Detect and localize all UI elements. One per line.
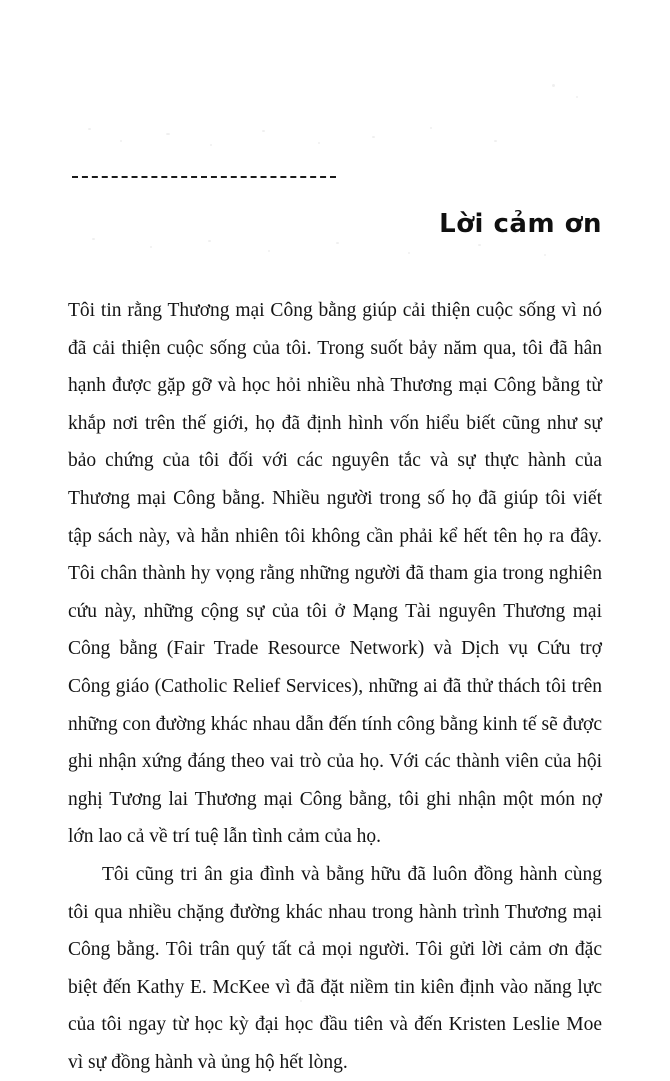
- paragraph: Tôi tin rằng Thương mại Công bằng giúp cải thiện cuộc sống vì nó đã cải thiện cuộc sống của tôi. Trong suốt bảy năm qua, tôi đã hân hạnh được gặp gỡ và học hỏi nhiều nhà Thương mại Công bằng từ khắp nơi trên thế giới, họ đã định hình vốn hiểu biết cũng như sự bảo chứng của tôi đối với các nguyên tắc và sự thực hành của Thương mại Công bằng. Nhiều người trong số họ đã giúp tôi viết tập sách này, và hẳn nhiên tôi không cần phải kể hết tên họ ra đây. Tôi chân thành hy vọng rằng những người đã tham gia trong nghiên cứu này, những cộng sự của tôi ở Mạng Tài nguyên Thương mại Công bằng (Fair Trade Resource Network) và Dịch vụ Cứu trợ Công giáo (Catholic Relief Services), những ai đã thử thách tôi trên những con đường khác nhau dẫn đến tính công bằng kinh tế sẽ được ghi nhận xứng đáng theo vai trò của họ. Với các thành viên của hội nghị Tương lai Thương mại Công bằng, tôi ghi nhận một món nợ lớn lao cả về trí tuệ lẫn tình cảm của họ.: [68, 300, 602, 848]
- dashed-divider-rule: [72, 176, 336, 178]
- paragraph: Tôi cũng tri ân gia đình và bằng hữu đã luôn đồng hành cùng tôi qua nhiều chặng đường khác nhau trong hành trình Thương mại Công bằng. Tôi trân quý tất cả mọi người. Tôi gửi lời cảm ơn đặc biệt đến Kathy E. McKee vì đã đặt niềm tin kiên định vào năng lực của tôi ngay từ học kỳ đại học đầu tiên và đến Kristen Leslie Moe vì sự đồng hành và ủng hộ hết lòng.: [68, 863, 602, 1073]
- page-title: Lời cảm ơn: [439, 209, 602, 240]
- paper-texture: [0, 0, 670, 150]
- body-text-block: [68, 292, 602, 1081]
